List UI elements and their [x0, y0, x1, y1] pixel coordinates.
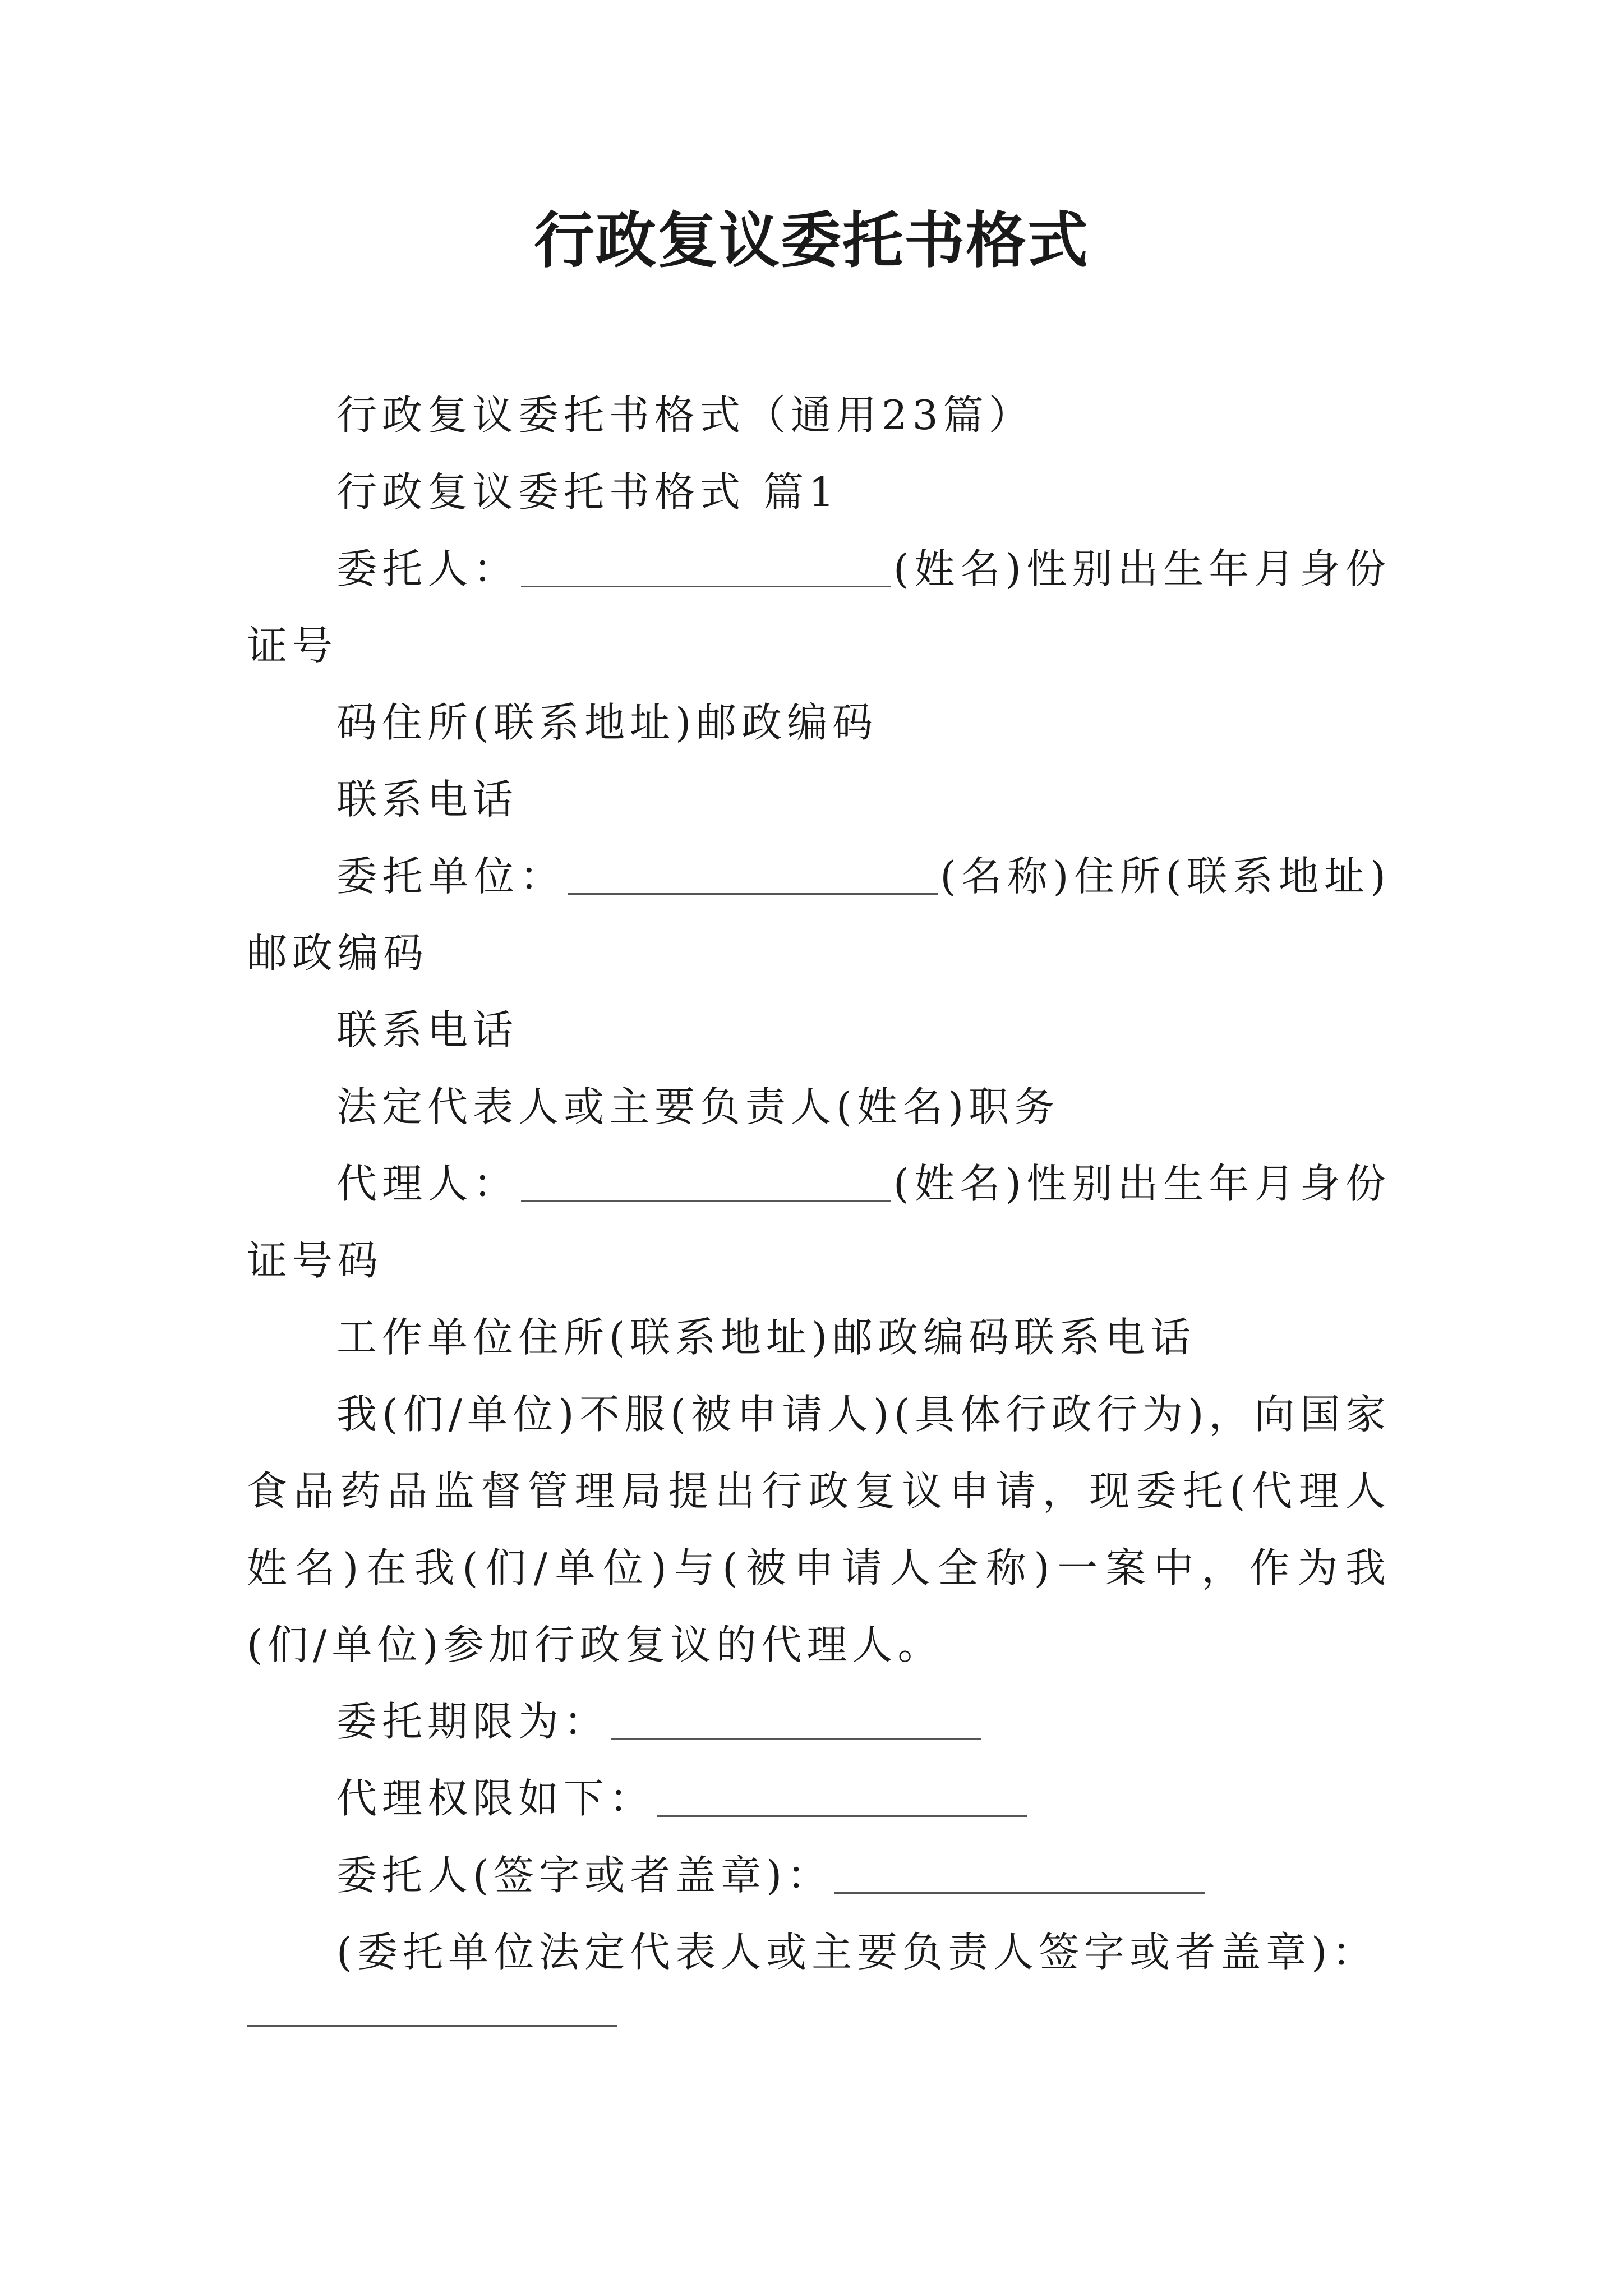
- principal-name-blank: [521, 585, 891, 587]
- agent-label: 代理人：: [336, 1160, 519, 1207]
- paragraph-agent-workplace: 工作单位住所(联系地址)邮政编码联系电话: [336, 1314, 1196, 1361]
- paragraph-principal-signature: [247, 1837, 1391, 1914]
- document-title: 行政复议委托书格式: [533, 206, 1089, 276]
- paragraph-unit-phone: 联系电话: [336, 1006, 519, 1053]
- principal-signature-label: 委托人(签字或者盖章)：: [336, 1852, 833, 1899]
- paragraph-entrustment-statement: 我(们/单位)不服(被申请人)(具体行政行为)，向国家食品药品监督管理局提出行政复议申请，现委托(代理人姓名)在我(们/单位)与(被申请人全称)一案中，作为我(们/单位)参加行政复议的代理人。: [247, 1391, 1391, 1668]
- principal-details: (姓名)性别出生年月身份证号: [247, 545, 1391, 669]
- agency-authority-blank: [657, 1815, 1027, 1817]
- entrustment-period-blank: [611, 1738, 981, 1740]
- paragraph-principal-address: 码住所(联系地址)邮政编码: [336, 699, 878, 746]
- paragraph-agent: [247, 1145, 1391, 1299]
- unit-signature-blank: [247, 2024, 617, 2027]
- paragraph-principal: [247, 531, 1391, 684]
- paragraph-agency-authority: [247, 1760, 1391, 1837]
- agency-authority-label: 代理权限如下：: [336, 1775, 655, 1822]
- entrustment-period-label: 委托期限为：: [336, 1698, 610, 1745]
- entrusting-unit-label: 委托单位：: [336, 853, 566, 900]
- principal-label: 委托人：: [336, 545, 519, 592]
- paragraph-subtitle: 行政复议委托书格式（通用23篇）: [336, 392, 1034, 439]
- paragraph-legal-representative: 法定代表人或主要负责人(姓名)职务: [336, 1083, 1060, 1130]
- paragraph-section-heading: 行政复议委托书格式 篇1: [336, 468, 840, 516]
- paragraph-unit-signature: (委托单位法定代表人或主要负责人签字或者盖章)：: [336, 1929, 1378, 1976]
- principal-signature-blank: [834, 1892, 1205, 1894]
- paragraph-principal-phone: 联系电话: [336, 776, 519, 823]
- paragraph-entrustment-period: [247, 1683, 1391, 1760]
- entrusting-unit-details: (名称)住所(联系地址)邮政编码: [247, 853, 1391, 977]
- paragraph-entrusting-unit: [247, 838, 1391, 992]
- agent-name-blank: [521, 1200, 891, 1202]
- agent-details: (姓名)性别出生年月身份证号码: [247, 1160, 1391, 1284]
- document-body: [247, 377, 1391, 2027]
- entrusting-unit-name-blank: [568, 892, 938, 895]
